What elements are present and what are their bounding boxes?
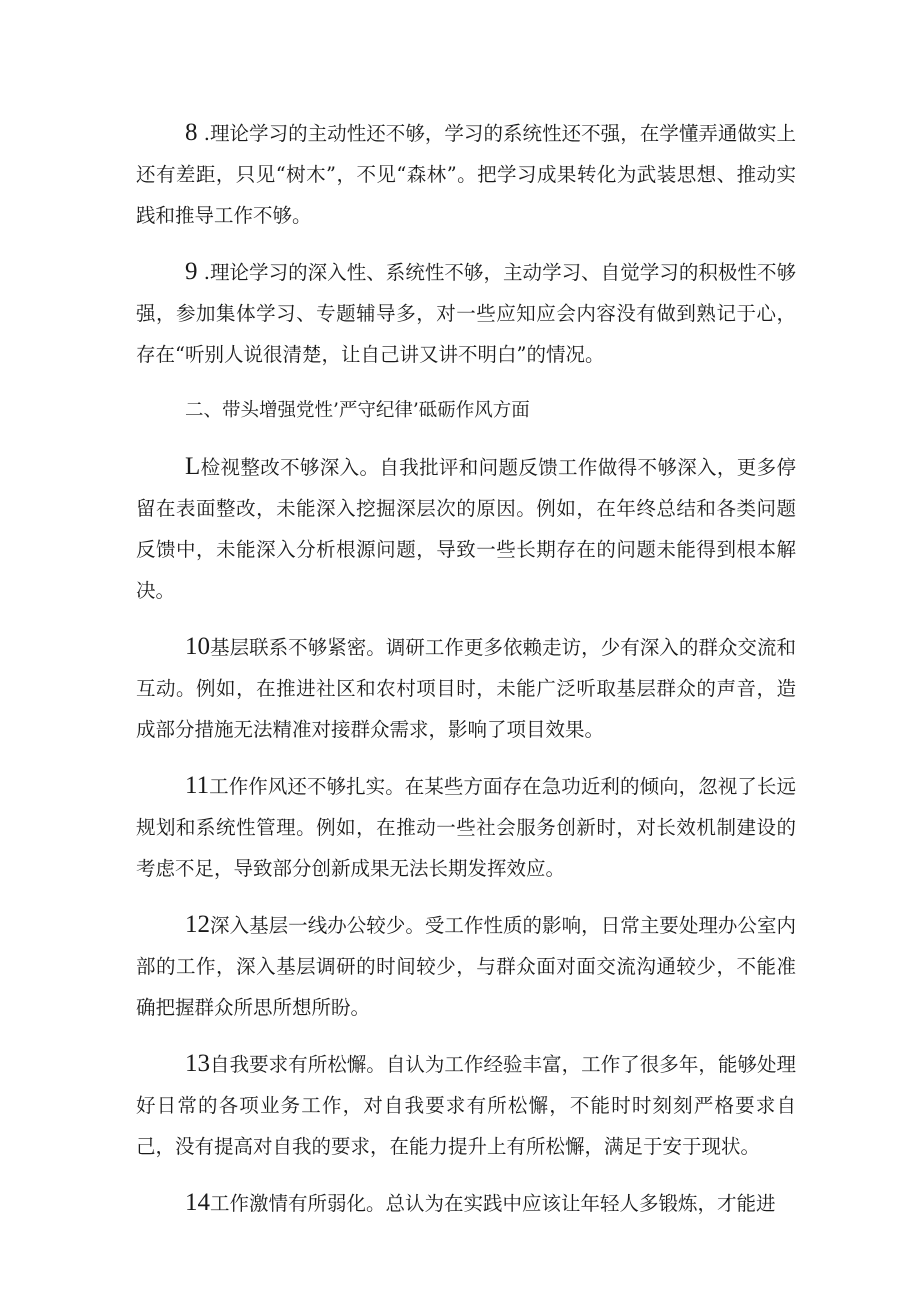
item-text: 深入基层一线办公较少。受工作性质的影响，日常主要处理办公室内部的工作，深入基层调研的时间较少，与群众面对面交流沟通较少，不能准确把握群众所思所想所盼。 <box>136 914 796 1019</box>
paragraph-item-1 <box>136 446 796 611</box>
item-number: 9 <box>185 258 198 285</box>
paragraph-item-14 <box>136 1182 796 1224</box>
item-text: .理论学习的主动性还不够，学习的系统性还不强，在学懂弄通做实上还有差距，只见“树木”，不见“森林”。把学习成果转化为武装思想、推动实践和推导工作不够。 <box>136 122 796 227</box>
paragraph-item-8 <box>136 112 796 236</box>
item-text: 基层联系不够紧密。调研工作更多依赖走访，少有深入的群众交流和互动。例如，在推进社区和农村项目时，未能广泛听取基层群众的声音，造成部分措施无法精准对接群众需求，影响了项目效果。 <box>136 636 796 741</box>
paragraph-item-10 <box>136 626 796 750</box>
paragraph-item-12 <box>136 904 796 1028</box>
item-text: 工作激情有所弱化。总认为在实践中应该让年轻人多锻炼，才能进 <box>210 1192 776 1215</box>
document-body <box>136 112 796 1239</box>
item-text: 检视整改不够深入。自我批评和问题反馈工作做得不够深入，更多停留在表面整改，未能深入挖掘深层次的原因。例如，在年终总结和各类问题反馈中，未能深入分析根源问题，导致一些长期存在的问题未能得到根本解决。 <box>136 456 796 602</box>
paragraph-item-11 <box>136 765 796 889</box>
item-number: L <box>185 453 201 480</box>
item-text: 工作作风还不够扎实。在某些方面存在急功近利的倾向，忽视了长远规划和系统性管理。例如，在推动一些社会服务创新时，对长效机制建设的考虑不足，导致部分创新成果无法长期发挥效应。 <box>136 775 796 880</box>
item-text: 自我要求有所松懈。自认为工作经验丰富，工作了很多年，能够处理好日常的各项业务工作，对自我要求有所松懈，不能时时刻刻严格要求自己，没有提高对自我的要求，在能力提升上有所松懈，满足于安于现状。 <box>136 1053 796 1158</box>
item-number: 8 <box>185 119 198 146</box>
item-number: 10 <box>185 633 210 660</box>
item-number: 14 <box>185 1189 210 1216</box>
paragraph-item-13 <box>136 1043 796 1167</box>
item-number: 13 <box>185 1050 210 1077</box>
paragraph-item-9 <box>136 251 796 375</box>
item-number: 11 <box>185 772 210 799</box>
item-text: .理论学习的深入性、系统性不够，主动学习、自觉学习的积极性不够强，参加集体学习、专题辅导多，对一些应知应会内容没有做到熟记于心，存在“听别人说很清楚，让自己讲又讲不明白”的情况。 <box>136 261 796 366</box>
section-heading: 二、带头增强党性’严守纪律’砥砺作风方面 <box>185 400 530 421</box>
item-number: 12 <box>185 911 210 938</box>
